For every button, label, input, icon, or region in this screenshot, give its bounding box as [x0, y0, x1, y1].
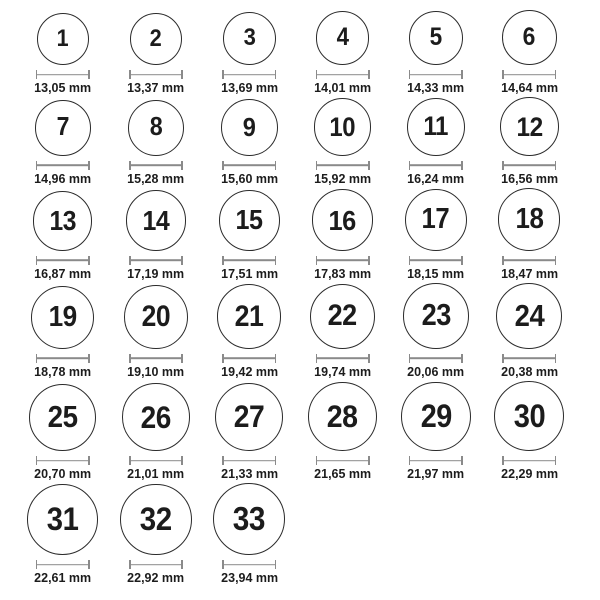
diameter-measure-line: [222, 256, 276, 265]
ring-size-number: 19: [48, 300, 77, 333]
diameter-label: 15,28 mm: [127, 170, 185, 186]
ring-circle: [126, 190, 186, 250]
diameter-measure-line: [502, 456, 556, 465]
chart-row: [16, 97, 596, 187]
diameter-measure-line: [222, 456, 276, 465]
ring-size-number: 24: [514, 298, 544, 333]
ring-size-number: 11: [423, 111, 449, 142]
diameter-label: 21,33 mm: [220, 466, 278, 482]
chart-row: [16, 381, 596, 482]
measure-tick-right: [181, 456, 183, 465]
diameter-label: 18,78 mm: [34, 363, 92, 379]
diameter-label: 16,56 mm: [500, 170, 558, 186]
ring-size-cell: [16, 483, 109, 586]
measure-tick-left: [129, 70, 131, 79]
ring-size-cell: [203, 483, 296, 586]
ring-size-number: 5: [429, 23, 442, 52]
ring-size-number: 31: [46, 501, 79, 538]
measure-bar: [36, 564, 90, 566]
diameter-label: 22,61 mm: [34, 570, 92, 586]
measure-tick-left: [316, 70, 318, 79]
measure-tick-left: [222, 161, 224, 170]
ring-size-cell: [16, 97, 109, 187]
diameter-measure-line: [222, 70, 276, 79]
chart-row: [16, 188, 596, 282]
diameter-label: 20,38 mm: [500, 363, 558, 379]
diameter-label: 21,01 mm: [127, 466, 185, 482]
measure-tick-right: [368, 256, 370, 265]
measure-tick-right: [275, 161, 277, 170]
diameter-label: 18,47 mm: [500, 265, 558, 281]
ring-size-cell: [109, 97, 202, 187]
measure-tick-right: [181, 256, 183, 265]
ring-circle: [221, 99, 278, 156]
measure-tick-right: [461, 456, 463, 465]
chart-row: [16, 483, 596, 586]
measure-tick-right: [181, 560, 183, 569]
measure-tick-left: [316, 161, 318, 170]
ring-size-number: 10: [329, 111, 356, 142]
measure-bar: [316, 165, 370, 167]
measure-tick-left: [316, 456, 318, 465]
measure-tick-right: [275, 456, 277, 465]
measure-tick-right: [275, 70, 277, 79]
measure-tick-right: [461, 70, 463, 79]
ring-circle: [217, 284, 282, 349]
measure-bar: [36, 358, 90, 360]
diameter-label: 16,24 mm: [407, 170, 465, 186]
measure-tick-right: [181, 354, 183, 363]
ring-size-cell: [482, 381, 575, 482]
ring-circle: [316, 11, 370, 65]
diameter-measure-line: [409, 70, 463, 79]
ring-size-number: 26: [140, 399, 172, 435]
diameter-label: 22,29 mm: [500, 466, 558, 482]
measure-bar: [222, 564, 276, 566]
ring-size-number: 32: [139, 499, 172, 537]
ring-circle: [213, 483, 285, 555]
ring-size-cell: [296, 10, 389, 96]
measure-bar: [409, 259, 463, 261]
ring-circle: [312, 189, 373, 250]
measure-bar: [222, 460, 276, 462]
diameter-measure-line: [36, 161, 90, 170]
ring-size-cell: [203, 97, 296, 187]
ring-circle: [223, 12, 276, 65]
ring-size-number: 23: [421, 298, 451, 332]
measure-bar: [502, 259, 556, 261]
measure-tick-left: [409, 161, 411, 170]
measure-bar: [36, 165, 90, 167]
measure-tick-right: [88, 161, 90, 170]
ring-size-number: 20: [141, 300, 171, 334]
measure-tick-left: [502, 256, 504, 265]
measure-tick-left: [222, 560, 224, 569]
measure-tick-right: [368, 161, 370, 170]
measure-bar: [502, 165, 556, 167]
ring-size-number: 33: [233, 500, 266, 538]
ring-circle: [401, 382, 471, 452]
diameter-measure-line: [316, 456, 370, 465]
diameter-measure-line: [36, 256, 90, 265]
ring-circle: [215, 383, 283, 451]
ring-size-cell: [389, 283, 482, 380]
ring-size-cell: [482, 97, 575, 187]
chart-row: [16, 283, 596, 380]
measure-bar: [409, 165, 463, 167]
measure-bar: [222, 165, 276, 167]
diameter-measure-line: [222, 560, 276, 569]
ring-circle: [128, 100, 184, 156]
measure-tick-left: [316, 354, 318, 363]
measure-tick-left: [409, 70, 411, 79]
ring-circle: [35, 100, 91, 156]
diameter-measure-line: [36, 70, 90, 79]
ring-size-number: 3: [243, 24, 256, 52]
ring-size-number: 6: [522, 22, 536, 51]
measure-bar: [222, 74, 276, 76]
measure-tick-right: [275, 256, 277, 265]
ring-size-cell: [482, 283, 575, 380]
measure-tick-right: [181, 70, 183, 79]
diameter-label: 21,97 mm: [407, 466, 465, 482]
diameter-measure-line: [409, 354, 463, 363]
ring-size-cell: [109, 381, 202, 482]
ring-size-cell: [296, 283, 389, 380]
diameter-measure-line: [129, 256, 183, 265]
diameter-label: 21,65 mm: [314, 466, 371, 482]
measure-bar: [36, 74, 90, 76]
measure-tick-left: [502, 354, 504, 363]
ring-size-number: 27: [233, 399, 265, 435]
ring-size-number: 25: [47, 399, 78, 435]
diameter-label: 19,42 mm: [220, 363, 278, 379]
measure-bar: [129, 74, 183, 76]
measure-tick-right: [88, 354, 90, 363]
ring-size-number: 2: [150, 24, 162, 52]
ring-circle: [310, 284, 375, 349]
diameter-measure-line: [129, 560, 183, 569]
measure-bar: [222, 259, 276, 261]
ring-size-number: 7: [56, 113, 69, 142]
ring-size-cell: [109, 483, 202, 586]
diameter-measure-line: [316, 70, 370, 79]
ring-size-number: 16: [328, 203, 357, 236]
diameter-measure-line: [129, 354, 183, 363]
ring-size-cell: [296, 188, 389, 282]
measure-tick-left: [36, 256, 38, 265]
ring-size-cell: [203, 10, 296, 96]
ring-size-cell: [389, 381, 482, 482]
measure-tick-left: [409, 354, 411, 363]
ring-circle: [29, 384, 96, 451]
ring-size-number: 8: [149, 112, 163, 141]
ring-size-cell: [16, 188, 109, 282]
measure-tick-right: [368, 70, 370, 79]
measure-bar: [409, 74, 463, 76]
measure-bar: [409, 358, 463, 360]
ring-size-number: 22: [327, 299, 358, 333]
ring-size-cell: [389, 97, 482, 187]
ring-circle: [122, 383, 190, 451]
ring-circle: [409, 11, 464, 66]
ring-size-number: 17: [422, 203, 450, 236]
ring-size-cell: [482, 10, 575, 96]
diameter-measure-line: [222, 354, 276, 363]
measure-bar: [502, 460, 556, 462]
measure-tick-left: [502, 161, 504, 170]
measure-tick-right: [368, 354, 370, 363]
diameter-label: 15,60 mm: [220, 170, 278, 186]
diameter-label: 19,10 mm: [127, 363, 185, 379]
diameter-measure-line: [502, 256, 556, 265]
diameter-measure-line: [502, 354, 556, 363]
ring-size-cell: [16, 10, 109, 96]
ring-size-number: 30: [513, 397, 545, 434]
measure-tick-right: [555, 456, 557, 465]
ring-size-cell: [203, 381, 296, 482]
diameter-label: 14,01 mm: [314, 80, 371, 96]
diameter-measure-line: [316, 354, 370, 363]
ring-size-cell: [109, 10, 202, 96]
ring-circle: [33, 191, 93, 251]
ring-circle: [37, 13, 89, 65]
measure-tick-right: [368, 456, 370, 465]
measure-tick-right: [275, 354, 277, 363]
diameter-measure-line: [502, 70, 556, 79]
ring-size-number: 4: [336, 23, 349, 51]
diameter-label: 15,92 mm: [314, 170, 371, 186]
ring-circle: [27, 484, 98, 555]
measure-bar: [316, 74, 370, 76]
ring-size-cell: [203, 283, 296, 380]
measure-tick-right: [555, 256, 557, 265]
ring-size-number: 29: [420, 398, 452, 435]
ring-size-cell: [389, 10, 482, 96]
ring-circle: [496, 283, 562, 349]
diameter-label: 17,19 mm: [127, 265, 185, 281]
ring-circle: [219, 190, 280, 251]
measure-tick-left: [36, 456, 38, 465]
ring-size-number: 12: [516, 111, 543, 142]
ring-size-number: 1: [56, 25, 69, 53]
diameter-label: 13,37 mm: [127, 80, 185, 96]
diameter-measure-line: [36, 560, 90, 569]
ring-circle: [314, 98, 372, 156]
measure-bar: [502, 358, 556, 360]
measure-tick-left: [36, 560, 38, 569]
measure-bar: [316, 259, 370, 261]
measure-tick-right: [88, 256, 90, 265]
diameter-measure-line: [36, 354, 90, 363]
chart-row: [16, 10, 596, 96]
ring-size-number: 13: [49, 205, 76, 237]
measure-tick-left: [129, 256, 131, 265]
ring-size-number: 18: [515, 202, 544, 235]
diameter-measure-line: [409, 161, 463, 170]
ring-circle: [407, 98, 465, 156]
ring-circle: [500, 97, 559, 156]
diameter-measure-line: [409, 256, 463, 265]
measure-bar: [129, 259, 183, 261]
measure-bar: [129, 460, 183, 462]
measure-tick-right: [555, 70, 557, 79]
diameter-measure-line: [129, 456, 183, 465]
measure-tick-left: [129, 456, 131, 465]
measure-tick-left: [36, 161, 38, 170]
measure-tick-left: [129, 161, 131, 170]
measure-tick-right: [275, 560, 277, 569]
ring-size-cell: [296, 97, 389, 187]
diameter-measure-line: [316, 161, 370, 170]
ring-circle: [405, 189, 467, 251]
ring-size-cell: [16, 381, 109, 482]
diameter-measure-line: [129, 70, 183, 79]
measure-tick-right: [461, 354, 463, 363]
ring-size-number: 28: [327, 397, 358, 434]
measure-tick-right: [88, 560, 90, 569]
measure-tick-right: [555, 161, 557, 170]
measure-bar: [36, 259, 90, 261]
measure-bar: [316, 460, 370, 462]
ring-size-cell: [389, 188, 482, 282]
diameter-label: 20,06 mm: [407, 363, 465, 379]
diameter-label: 17,83 mm: [314, 265, 371, 281]
diameter-label: 14,96 mm: [34, 170, 92, 186]
measure-bar: [316, 358, 370, 360]
measure-bar: [36, 460, 90, 462]
ring-circle: [130, 13, 183, 66]
diameter-label: 23,94 mm: [220, 570, 278, 586]
diameter-label: 14,64 mm: [500, 80, 558, 96]
measure-tick-left: [36, 70, 38, 79]
ring-size-number: 9: [242, 112, 256, 143]
diameter-label: 22,92 mm: [127, 570, 185, 586]
ring-size-cell: [296, 381, 389, 482]
measure-tick-right: [461, 161, 463, 170]
diameter-label: 19,74 mm: [314, 363, 371, 379]
measure-bar: [222, 358, 276, 360]
ring-circle: [498, 188, 561, 251]
ring-circle: [308, 382, 377, 451]
measure-tick-left: [409, 456, 411, 465]
measure-tick-left: [36, 354, 38, 363]
measure-tick-left: [502, 456, 504, 465]
diameter-label: 20,70 mm: [34, 466, 92, 482]
ring-circle: [124, 285, 188, 349]
ring-circle: [31, 286, 94, 349]
diameter-measure-line: [222, 161, 276, 170]
diameter-measure-line: [316, 256, 370, 265]
ring-circle: [403, 283, 469, 349]
measure-tick-right: [88, 70, 90, 79]
diameter-label: 18,15 mm: [407, 265, 465, 281]
ring-size-cell: [203, 188, 296, 282]
measure-bar: [409, 460, 463, 462]
measure-tick-right: [88, 456, 90, 465]
diameter-label: 16,87 mm: [34, 265, 92, 281]
ring-size-number: 21: [234, 299, 264, 333]
ring-circle: [494, 381, 564, 451]
ring-circle: [120, 484, 191, 555]
measure-bar: [129, 564, 183, 566]
measure-bar: [129, 358, 183, 360]
measure-tick-right: [181, 161, 183, 170]
measure-tick-left: [316, 256, 318, 265]
measure-tick-left: [222, 456, 224, 465]
diameter-measure-line: [502, 161, 556, 170]
measure-tick-left: [502, 70, 504, 79]
diameter-measure-line: [409, 456, 463, 465]
measure-tick-left: [222, 354, 224, 363]
measure-bar: [502, 74, 556, 76]
measure-tick-left: [129, 354, 131, 363]
ring-size-number: 15: [235, 204, 263, 236]
diameter-measure-line: [36, 456, 90, 465]
ring-size-cell: [109, 283, 202, 380]
measure-bar: [129, 165, 183, 167]
measure-tick-right: [461, 256, 463, 265]
ring-size-cell: [109, 188, 202, 282]
measure-tick-left: [222, 256, 224, 265]
ring-size-cell: [16, 283, 109, 380]
ring-circle: [502, 10, 557, 65]
measure-tick-left: [409, 256, 411, 265]
ring-size-number: 14: [142, 204, 170, 236]
diameter-label: 13,69 mm: [220, 80, 278, 96]
diameter-label: 14,33 mm: [407, 80, 465, 96]
diameter-label: 13,05 mm: [34, 80, 92, 96]
measure-tick-left: [222, 70, 224, 79]
diameter-label: 17,51 mm: [220, 265, 278, 281]
diameter-measure-line: [129, 161, 183, 170]
measure-tick-left: [129, 560, 131, 569]
ring-size-cell: [482, 188, 575, 282]
measure-tick-right: [555, 354, 557, 363]
